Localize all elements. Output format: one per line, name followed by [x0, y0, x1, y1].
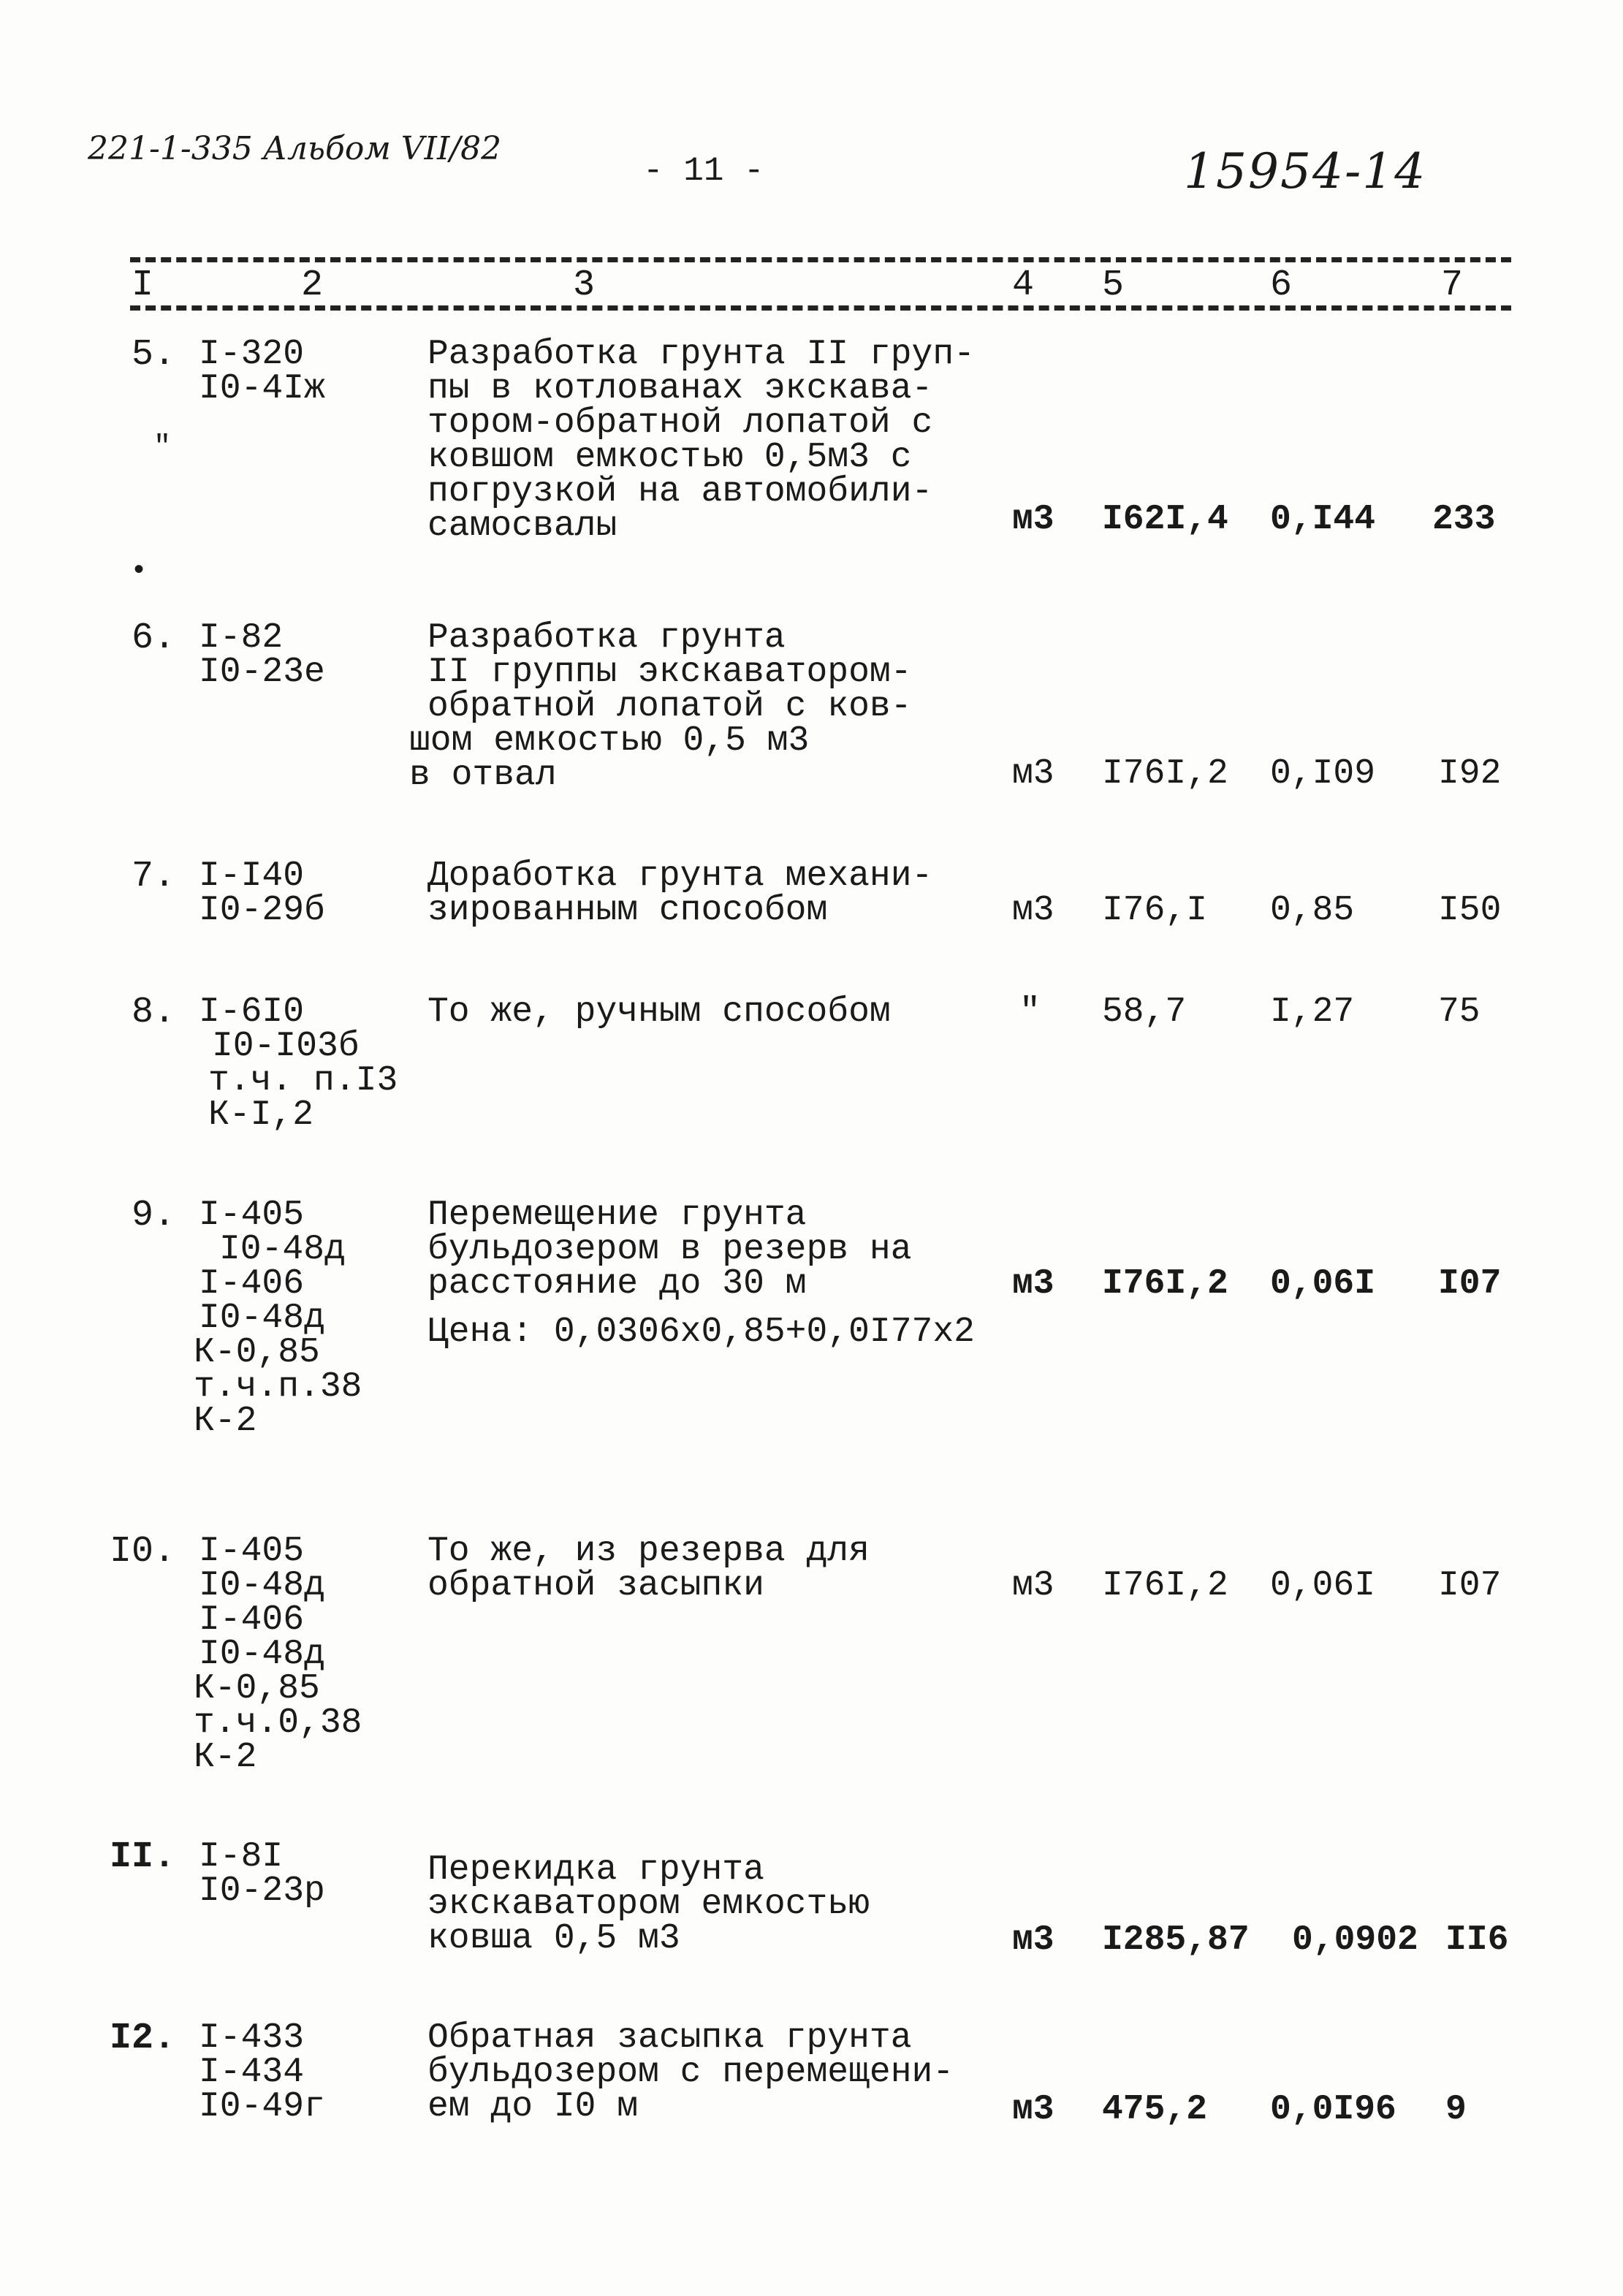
row-code: I-6I0	[199, 992, 305, 1032]
document-code: 15954-14	[1184, 143, 1427, 199]
row-code: т.ч. п.I3	[208, 1061, 398, 1101]
row-description: пы в котлованах экскава-	[427, 369, 933, 408]
row-number: 9.	[132, 1195, 176, 1236]
row-code: I0-48д	[199, 1635, 325, 1674]
row-unit: м3	[1012, 1566, 1054, 1605]
row-code: I0-49г	[199, 2087, 325, 2126]
row-description: ковшом емкостью 0,5м3 с	[427, 438, 912, 477]
row-code: I-405	[199, 1532, 305, 1571]
row-quantity: 475,2	[1102, 2090, 1208, 2129]
column-header-4: 4	[1012, 265, 1035, 306]
row-number: 6.	[132, 617, 176, 659]
row-rate: 0,85	[1270, 891, 1355, 930]
column-header-6: 6	[1270, 265, 1293, 306]
row-number: I2.	[110, 2018, 176, 2059]
row-number: 8.	[132, 992, 176, 1033]
row-description: экскаватором емкостью	[427, 1885, 870, 1924]
row-description: То же, из резерва для	[427, 1532, 870, 1571]
row-description: зированным способом	[427, 891, 828, 930]
row-code: I0-23е	[199, 653, 325, 692]
row-description: Обратная засыпка грунта	[427, 2018, 912, 2058]
row-quantity: I285,87	[1102, 1920, 1250, 1960]
row-quantity: I76I,2	[1102, 1566, 1228, 1605]
column-header-5: 5	[1102, 265, 1125, 306]
header-rule-bottom	[130, 305, 1511, 311]
ditto-mark: "	[153, 431, 172, 464]
row-quantity: 58,7	[1102, 992, 1187, 1032]
row-total: I92	[1438, 754, 1502, 794]
row-code: I0-29б	[199, 891, 325, 930]
row-description: тором-обратной лопатой с	[427, 403, 933, 443]
row-rate: 0,0902	[1292, 1920, 1418, 1960]
row-description: погрузкой на автомобили-	[427, 472, 933, 512]
row-description: Доработка грунта механи-	[427, 856, 933, 896]
row-code: I0-I03б	[212, 1027, 360, 1066]
row-code: I-82	[199, 618, 284, 658]
row-description: То же, ручным способом	[427, 992, 891, 1032]
row-description: бульдозером в резерв на	[427, 1230, 912, 1269]
row-quantity: I76I,2	[1102, 754, 1228, 794]
row-rate: 0,06I	[1270, 1566, 1376, 1605]
row-unit: м3	[1012, 2090, 1054, 2129]
row-rate: 0,I09	[1270, 754, 1376, 794]
row-description: Разработка грунта II груп-	[427, 335, 975, 374]
row-code: I-406	[199, 1600, 305, 1640]
column-header-2: 2	[301, 265, 324, 306]
row-code: т.ч.0,38	[194, 1703, 362, 1743]
row-description: самосвалы	[427, 506, 617, 546]
row-code: К-0,85	[194, 1333, 320, 1372]
row-rate: 0,I44	[1270, 500, 1376, 539]
column-header-7: 7	[1441, 265, 1464, 306]
row-code: I0-48д	[219, 1230, 346, 1269]
dot-mark: •	[130, 555, 148, 588]
row-number: II.	[110, 1836, 176, 1878]
row-code: К-0,85	[194, 1669, 320, 1708]
row-total: I07	[1438, 1566, 1502, 1605]
row-total: I07	[1438, 1264, 1502, 1304]
row-code: I-320	[199, 335, 305, 374]
row-rate: I,27	[1270, 992, 1355, 1032]
column-header-1: I	[132, 265, 154, 306]
row-description: бульдозером с перемещени-	[427, 2053, 954, 2092]
row-code: I-434	[199, 2053, 305, 2092]
row-description: Перекидка грунта	[427, 1850, 764, 1890]
row-description: обратной засыпки	[427, 1566, 764, 1605]
row-total: 75	[1438, 992, 1481, 1032]
row-number: 5.	[132, 334, 176, 376]
row-code: К-I,2	[208, 1095, 314, 1135]
row-unit: м3	[1012, 754, 1054, 794]
header-rule-top	[130, 257, 1511, 262]
row-code: I-405	[199, 1195, 305, 1235]
row-unit: м3	[1012, 1920, 1054, 1960]
row-unit: м3	[1012, 500, 1054, 539]
row-description: расстояние до 30 м	[427, 1264, 807, 1304]
row-total: II6	[1445, 1920, 1509, 1960]
row-number: 7.	[132, 856, 176, 897]
row-code: I-I40	[199, 856, 305, 896]
column-header-3: 3	[573, 265, 596, 306]
row-quantity: I76I,2	[1102, 1264, 1228, 1304]
row-unit: "	[1019, 992, 1041, 1032]
row-description: II группы экскаватором-	[427, 653, 912, 692]
row-description: ковша 0,5 м3	[427, 1919, 680, 1958]
row-code: I-406	[199, 1264, 305, 1304]
row-code: I0-48д	[199, 1299, 325, 1338]
row-rate: 0,06I	[1270, 1264, 1376, 1304]
row-code: К-2	[194, 1402, 257, 1441]
row-rate: 0,0I96	[1270, 2090, 1396, 2129]
price-formula: Цена: 0,0306х0,85+0,0I77х2	[427, 1312, 975, 1352]
row-code: I0-4Iж	[199, 369, 325, 408]
row-quantity: I62I,4	[1102, 500, 1228, 539]
row-code: т.ч.п.38	[194, 1367, 362, 1407]
album-reference: 221-1-335 Альбом VII/82	[88, 130, 502, 167]
row-description: в отвал	[409, 756, 557, 795]
page-number: - 11 -	[643, 152, 764, 190]
row-unit: м3	[1012, 891, 1054, 930]
row-total: I50	[1438, 891, 1502, 930]
row-description: Разработка грунта	[427, 618, 786, 658]
row-code: I0-48д	[199, 1566, 325, 1605]
row-unit: м3	[1012, 1264, 1054, 1304]
row-code: I-8I	[199, 1837, 284, 1877]
row-code: I0-23р	[199, 1871, 325, 1911]
row-description: шом емкостью 0,5 м3	[409, 721, 810, 761]
row-number: I0.	[110, 1531, 176, 1573]
row-description: ем до I0 м	[427, 2087, 639, 2126]
row-code: К-2	[194, 1738, 257, 1777]
row-quantity: I76,I	[1102, 891, 1208, 930]
row-total: 233	[1432, 500, 1496, 539]
row-total: 9	[1445, 2090, 1467, 2129]
row-description: обратной лопатой с ков-	[427, 687, 912, 726]
row-description: Перемещение грунта	[427, 1195, 807, 1235]
row-code: I-433	[199, 2018, 305, 2058]
